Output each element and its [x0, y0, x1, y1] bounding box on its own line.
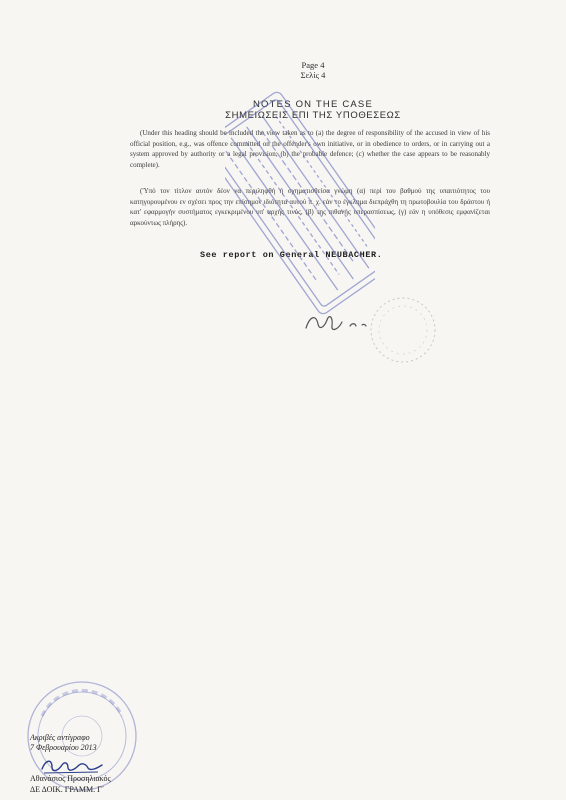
instructions-paragraph-gr: ('Υπό τον τίτλον αυτόν δέον να περιληφθή ή σχηματισθείσα γνώμη (α) περί του βαθμού της υπαιτιότητος του κατηγορουμένου εν σχέσει προς την επίσημον ιδιότητα αυτού π. χ. εάν το έγκλημα διεπράχθη τη πρωτοβουλία του δράστου ή κατ' εφαρμογήν συστήματος εγκεκριμένου υπ' αρχής τινός, (β) της πιθανής υπερασπίσεως, (γ) εάν η υπόθεσις εμφανίζεται αρκούντως πλήρης). [130, 187, 490, 227]
page-number-en: Page 4 [301, 60, 325, 70]
page-number-gr: Σελίς 4 [300, 70, 326, 80]
footer-date: 7 Φεβρουαρίου 2013 [30, 743, 97, 752]
typed-note: See report on General NEUBACHER. [200, 250, 383, 260]
official-stamp-image [225, 78, 375, 328]
section-title-en: NOTES ON THE CASE [253, 99, 373, 110]
footer-official-name: Αθανάσιος Προσηλιακός [30, 774, 111, 783]
instructions-paragraph-en: (Under this heading should be included the view taken as to (a) the degree of responsibility of the accused in view of his official position, e.g., was offence committed on the offender's own initiative, or in obedience to orders, or in carrying out a system approved by authority or a legal provision; (b) the probable defence; (c) whether the case appears to be reasonably complete). [130, 129, 490, 169]
footer-certified-copy: Ακριβές αντίγραφο [30, 733, 90, 742]
handwritten-initials-image [300, 308, 380, 338]
footer-official-title: ΔΕ ΔΟΙΚ. ΓΡΑΜΜ. Γ΄ [30, 785, 105, 794]
section-title-gr: ΣΗΜΕΙΩΣΕΙΣ ΕΠΙ ΤΗΣ ΥΠΟΘΕΣΕΩΣ [225, 110, 401, 121]
